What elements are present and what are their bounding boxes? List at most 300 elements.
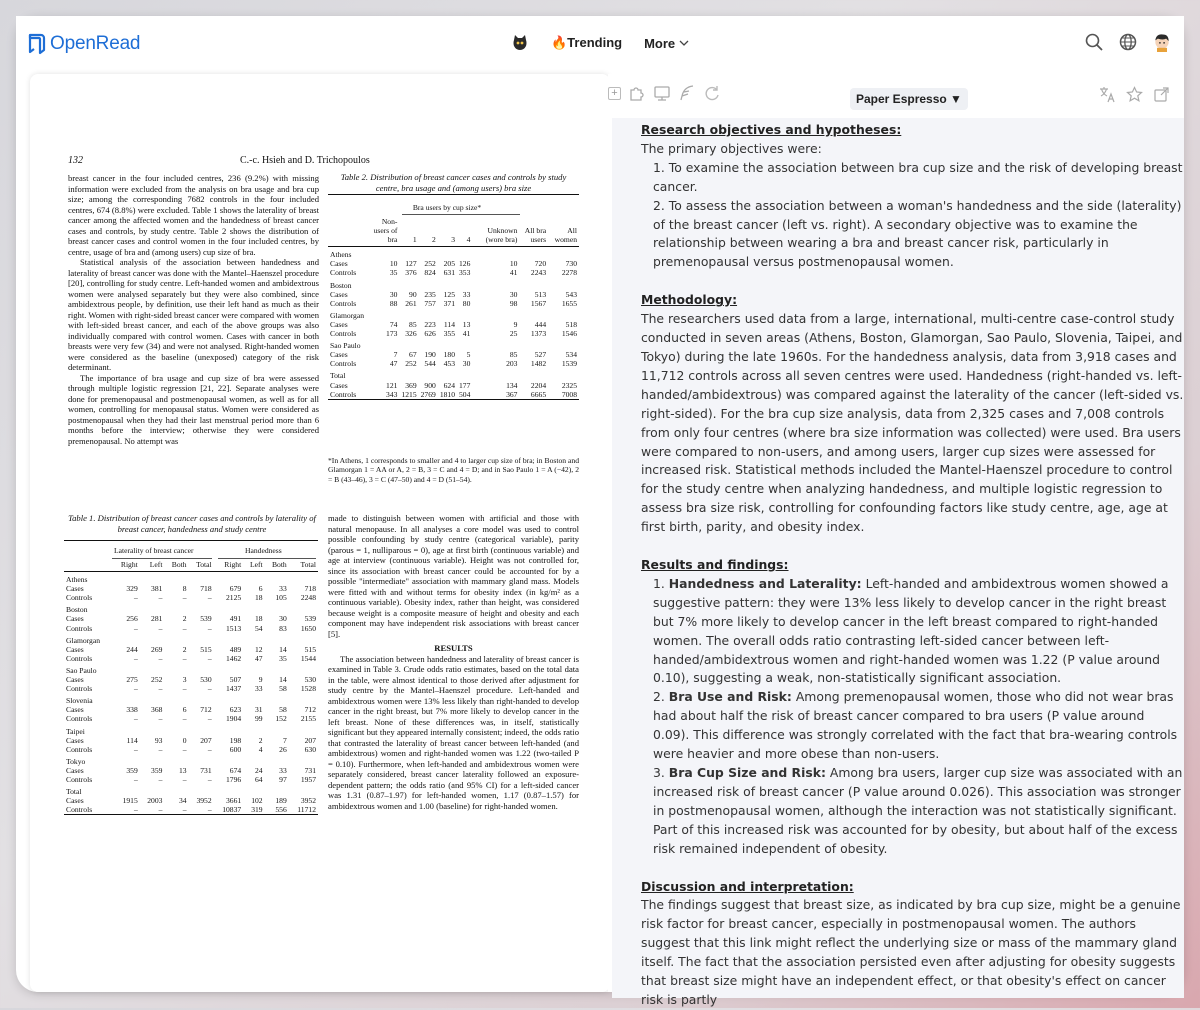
table-row <box>64 645 318 654</box>
table-cell: – <box>158 653 163 663</box>
table-cell: 54 <box>255 623 263 633</box>
table-cell: 30 <box>509 289 518 299</box>
table-cell: 338 <box>126 705 138 715</box>
pdf-page <box>30 74 610 992</box>
row-group-label: Sao Paulo <box>330 341 361 351</box>
row-group-label: Slovenia <box>66 696 93 706</box>
table-cell: 731 <box>304 765 316 775</box>
table-row <box>64 705 318 714</box>
table-row <box>64 675 318 684</box>
row-label: Controls <box>66 744 93 754</box>
table-cell: 33 <box>279 765 287 775</box>
table-cell: – <box>133 744 138 754</box>
puzzle-icon[interactable] <box>628 84 646 102</box>
table-row <box>64 684 318 693</box>
summary-tools-left <box>608 84 721 102</box>
table-header-row <box>64 560 318 572</box>
row-label: Controls <box>330 329 357 339</box>
nav-center <box>511 34 689 52</box>
table-cell: 235 <box>424 289 436 299</box>
table-cell: 223 <box>424 319 436 329</box>
page-number: 132 <box>68 155 83 166</box>
table-cell: 14 <box>279 644 287 654</box>
table-cell: 1546 <box>561 329 577 339</box>
table-cell: 33 <box>462 289 471 299</box>
table-cell: 173 <box>386 329 398 339</box>
table-cell: 9 <box>513 319 518 329</box>
table-cell: 712 <box>304 705 316 715</box>
table-row <box>328 368 579 380</box>
table-cell: 33 <box>279 584 287 594</box>
table-row <box>64 693 318 705</box>
table-rule <box>218 558 316 559</box>
row-label: Cases <box>330 319 348 329</box>
table-cell: – <box>182 653 187 663</box>
column-header: 3 <box>438 217 457 247</box>
table-cell: 252 <box>424 259 436 269</box>
row-group-label: Athens <box>330 250 352 260</box>
table-cell: 1373 <box>530 329 547 339</box>
table-cell: 368 <box>151 705 163 715</box>
table-cell: 2204 <box>530 380 547 390</box>
logo-text: OpenRead <box>50 33 141 54</box>
item-title: Bra Use and Risk: <box>668 689 792 705</box>
table-row <box>64 714 318 723</box>
row-group-label: Tokyo <box>66 756 86 766</box>
table-cell: 105 <box>275 593 287 603</box>
nav-more-label: More <box>644 35 676 51</box>
table-cell: 556 <box>265 805 289 815</box>
row-label: Cases <box>66 675 84 685</box>
translate-icon[interactable] <box>1099 86 1116 103</box>
item-number: 1. <box>653 575 669 591</box>
table-cell: 114 <box>443 319 455 329</box>
methodology-text: The researchers used data from a large, international, multi-centre case-control study conducted in seven areas (Athens, Boston, Glamorgan, Sao Paulo, Slovenia, Taipei, and Tokyo) during the late 1960s. For the handedness analysis, data from 3,918 cases and 11,712 controls across all seven centres were used. Handedness (right-handed vs. left-handed/ambidextrous) was compared against the laterality of the cancer (left-sided vs. right-sided). For the bra cup size analysis, data from 2,325 cases and 7,008 controls from only four centres (where bra size information was collected) were used. Bra users were compared to non-users, and among users, larger cup sizes were assessed for increased risk. Statistical methods included the Mantel-Haenszel procedure to control for the study centre when analyzing handedness, and multiple logistic regression to assess bra size risk, controlling for confounding factors like study centre, age, age at first birth, parity, and obesity index. <box>641 311 1184 535</box>
summary-tools-right <box>1099 86 1170 103</box>
table-cell: 1215 <box>401 389 417 399</box>
column-header: Left <box>243 560 264 572</box>
item-number: 3. <box>653 765 669 780</box>
nav-more[interactable] <box>644 36 689 51</box>
table-cell: 3952 <box>196 796 212 806</box>
table2-group-header: Bra users by cup size* <box>412 203 482 212</box>
table-cell: 10 <box>509 259 518 269</box>
table-cell: 35 <box>279 653 287 663</box>
table-cell: 190 <box>424 350 436 360</box>
table-row <box>328 338 579 350</box>
table-cell: 134 <box>506 380 518 390</box>
row-label: Cases <box>66 705 84 715</box>
running-head: C.-c. Hsieh and D. Trichopoulos <box>240 155 370 166</box>
results-heading: Results and findings: <box>641 557 789 573</box>
table-cell: 731 <box>200 765 212 775</box>
objectives-intro: The primary objectives were: <box>641 140 822 156</box>
globe-icon[interactable] <box>1118 32 1138 52</box>
table-cell: 93 <box>154 735 163 745</box>
openread-logo[interactable] <box>28 32 140 56</box>
table-cell: 275 <box>126 675 138 685</box>
top-nav <box>16 16 1184 74</box>
list-item <box>653 575 1184 688</box>
table-cell: 359 <box>126 765 138 775</box>
row-group-label: Taipei <box>66 726 85 736</box>
table-cell: 1544 <box>300 653 316 663</box>
nav-trending[interactable]: 🔥Trending <box>551 35 623 50</box>
summary-toolbar <box>608 74 1184 112</box>
row-label: Cases <box>66 644 84 654</box>
table-cell: 35 <box>389 268 398 278</box>
table-cell: 85 <box>509 350 518 360</box>
table-cell: 2 <box>258 735 263 745</box>
table-cell: 2243 <box>530 268 547 278</box>
table-row <box>328 359 579 368</box>
table-cell: 1957 <box>300 774 316 784</box>
table-cell: – <box>182 774 187 784</box>
table-row <box>64 654 318 663</box>
column-header: Total <box>189 560 214 572</box>
table-row <box>328 278 579 290</box>
table-cell: 88 <box>389 298 398 308</box>
table-row <box>64 724 318 736</box>
share-icon[interactable] <box>1153 86 1170 103</box>
table-cell: 544 <box>424 359 436 369</box>
table-cell: 152 <box>275 714 287 724</box>
table-cell: 10837 <box>214 805 244 815</box>
row-label: Cases <box>330 350 348 360</box>
table-cell: 33 <box>255 684 263 694</box>
table-cell: – <box>133 714 138 724</box>
table-cell: 58 <box>279 705 287 715</box>
table-cell: – <box>207 714 212 724</box>
table-cell: 359 <box>151 765 163 775</box>
table-cell: 367 <box>472 390 519 400</box>
table-cell: 624 <box>443 380 455 390</box>
table-cell: 6665 <box>519 390 548 400</box>
add-icon[interactable]: + <box>608 87 621 100</box>
table-row <box>64 796 318 805</box>
table-cell: 530 <box>200 675 212 685</box>
table-cell: 1655 <box>561 298 577 308</box>
table-rule <box>328 194 579 195</box>
table-cell: 99 <box>255 714 263 724</box>
table-cell: 343 <box>366 390 399 400</box>
table-cell: 530 <box>304 675 316 685</box>
table-row <box>328 299 579 308</box>
table-cell: 244 <box>126 644 138 654</box>
table-cell: 630 <box>304 744 316 754</box>
table-cell: 2 <box>182 614 187 624</box>
chevron-down-icon <box>679 38 689 48</box>
refresh-icon[interactable] <box>703 84 721 102</box>
row-group-label: Total <box>330 371 346 381</box>
table-cell: 252 <box>151 675 163 685</box>
table1-group-header-handedness: Handedness <box>245 546 282 555</box>
table-cell: 90 <box>409 289 417 299</box>
table-cell: – <box>158 714 163 724</box>
table-cell: 252 <box>405 359 417 369</box>
table-cell: 515 <box>200 644 212 654</box>
table-header-row <box>328 217 579 247</box>
table-cell: 453 <box>443 359 455 369</box>
table-row <box>64 805 318 815</box>
row-group-label: Total <box>66 787 82 797</box>
table-cell: 121 <box>386 380 398 390</box>
table-cell: 203 <box>506 359 518 369</box>
table-row <box>64 663 318 675</box>
table-cell: 5 <box>466 350 471 360</box>
table-cell: – <box>133 774 138 784</box>
row-label: Controls <box>64 805 113 815</box>
table-cell: 824 <box>424 268 436 278</box>
table-row <box>328 308 579 320</box>
row-label: Cases <box>330 259 348 269</box>
table-cell: – <box>158 744 163 754</box>
row-label: Controls <box>66 653 93 663</box>
table-row <box>64 784 318 796</box>
row-label: Controls <box>66 714 93 724</box>
paper-espresso-dropdown[interactable]: Paper Espresso ▼ <box>850 88 968 110</box>
table-cell: – <box>158 593 163 603</box>
table-row <box>328 290 579 299</box>
row-label: Controls <box>330 359 357 369</box>
pdf-viewer[interactable] <box>30 74 610 992</box>
table-cell: 376 <box>405 268 417 278</box>
nav-right <box>1084 32 1172 52</box>
table-cell: 381 <box>151 584 163 594</box>
table-cell: 6 <box>258 584 263 594</box>
table-cell: – <box>207 623 212 633</box>
table-cell: 97 <box>279 774 287 784</box>
table-row <box>328 259 579 268</box>
paragraph: Statistical analysis of the association between handedness and laterality of breast cancer was done with the Mantel–Haenszel procedure [20], controlling for study centre. Left-handed women and ambidextrous women were analysed separately but they were also combined, since ambidextrous people, by definition, use their left hand as much as their right. Women with right-sided breast cancer were compared with women with left-sided breast cancer, and each of the above groups was also individually compared with control women. Cases with cancer in both breasts were very few (34) and were not analysed. Right-handed women were considered as the baseline (unexposed) category of the risk determinant. <box>68 257 319 372</box>
table-cell: 507 <box>229 675 242 685</box>
paragraph: The importance of bra usage and cup size of bra were assessed through multiple logistic regression [21, 22]. Separate analyses were done for premenopausal and postmenopausal women, as well as for all women, controlling for menopausal status. Women were considered as postmenopausal when they had their last menstrual period more than 6 months before the interview; otherwise they were considered premenopausal. No attempt was <box>68 372 319 446</box>
table-cell: – <box>207 653 212 663</box>
column-header: 4 <box>457 217 472 247</box>
table-cell: 1796 <box>226 774 242 784</box>
column-header: All bra users <box>519 217 548 247</box>
table-cell: 30 <box>279 614 287 624</box>
table-cell: – <box>113 805 140 815</box>
table-cell: 2769 <box>420 389 436 399</box>
table-row <box>64 775 318 784</box>
table-row <box>328 247 579 260</box>
table-row <box>64 745 318 754</box>
table-cell: 355 <box>443 329 455 339</box>
table-cell: 730 <box>565 259 577 269</box>
list-item: 1. To examine the association between bra cup size and the risk of developing breast cancer. <box>653 159 1183 194</box>
table-cell: 34 <box>178 796 187 806</box>
row-group-label: Boston <box>66 605 88 615</box>
table-cell: 18 <box>255 593 263 603</box>
table-cell: 9 <box>258 675 263 685</box>
table-cell: 6 <box>182 705 187 715</box>
table-cell: 757 <box>424 298 436 308</box>
item-title: Handedness and Laterality: <box>668 575 862 591</box>
table-cell: 10 <box>389 259 398 269</box>
table-cell: 3952 <box>300 796 316 806</box>
discussion-heading: Discussion and interpretation: <box>641 878 854 894</box>
table-cell: 718 <box>200 584 212 594</box>
column-header <box>64 560 113 572</box>
row-group-label: Glamorgan <box>330 310 365 320</box>
table-cell: 269 <box>151 644 163 654</box>
row-label: Controls <box>328 390 366 400</box>
table-row <box>64 766 318 775</box>
table-cell: 504 <box>459 389 471 399</box>
table-cell: 256 <box>126 614 138 624</box>
table-row <box>328 350 579 359</box>
summary-panel <box>608 74 1184 1007</box>
table-cell: – <box>164 805 188 815</box>
table-cell: – <box>207 593 212 603</box>
table-cell: 30 <box>389 289 398 299</box>
table-cell: 2248 <box>300 593 316 603</box>
item-text: Left-handed and ambidextrous women showed a suggestive pattern: they were 13% less likely to develop cancer in the right breast but 7% more likely to develop cancer in the left breast compared to right-handed women. The overall odds ratio contrasting left-sided cancer between left-handed/ambidextrous women and right-handed women was 1.22 (P value around 0.10), suggesting a weak, non-statistically significant association. <box>653 575 1169 686</box>
feather-icon[interactable] <box>678 84 696 102</box>
objectives-list <box>641 159 1184 272</box>
item-number: 2. <box>653 689 669 705</box>
table-cell: 2003 <box>147 796 163 806</box>
table-cell: 7 <box>282 735 287 745</box>
table-cell: 679 <box>229 584 242 594</box>
table-cell: 1904 <box>226 714 242 724</box>
table-cell: 4 <box>258 744 263 754</box>
search-icon[interactable] <box>1084 32 1104 52</box>
table-cell: 1437 <box>226 684 242 694</box>
slides-icon[interactable] <box>653 84 671 102</box>
table-cell: 207 <box>200 735 212 745</box>
row-group-label: Sao Paulo <box>66 665 97 675</box>
table-cell: 98 <box>509 298 518 308</box>
table-cell: 47 <box>255 653 263 663</box>
table-cell: – <box>182 623 187 633</box>
row-label: Cases <box>66 796 84 806</box>
list-item: 2. To assess the association between a woman's handedness and the side (laterality) of the breast cancer (left vs. right). A secondary objective was to examine the relationship between wearing a bra and breast cancer risk, particularly in premenopausal versus postmenopausal women. <box>653 197 1182 270</box>
column-header: Unknown (wore bra) <box>472 217 519 247</box>
table-cell: 674 <box>229 765 242 775</box>
table-cell: 11712 <box>289 805 318 815</box>
list-item <box>653 764 1184 859</box>
table-cell: 25 <box>509 329 518 339</box>
table-cell: 13 <box>178 765 187 775</box>
table-cell: 189 <box>275 796 287 806</box>
table-cell: – <box>133 623 138 633</box>
table-cell: 1650 <box>300 623 316 633</box>
avatar[interactable] <box>1152 32 1172 52</box>
table-cell: 444 <box>534 319 547 329</box>
row-label: Cases <box>330 380 348 390</box>
table-cell: 527 <box>534 350 547 360</box>
item-title: Bra Cup Size and Risk: <box>668 765 826 780</box>
column-header: All women <box>548 217 579 247</box>
table-row <box>64 593 318 602</box>
table-cell: 534 <box>565 350 577 360</box>
table-cell: 515 <box>304 644 316 654</box>
table-cell: 2 <box>182 644 187 654</box>
table-cell: 369 <box>405 380 417 390</box>
table-cell: 1539 <box>561 359 577 369</box>
table-row <box>64 736 318 745</box>
table-cell: – <box>189 805 214 815</box>
row-label: Cases <box>66 614 84 624</box>
table1-group-header-laterality: Laterality of breast cancer <box>114 546 194 555</box>
table-cell: 900 <box>424 380 436 390</box>
app-window <box>16 16 1184 1007</box>
row-label: Controls <box>66 623 93 633</box>
table-cell: – <box>182 714 187 724</box>
table-cell: 712 <box>200 705 212 715</box>
table-cell: 3661 <box>226 796 242 806</box>
table-cell: 1915 <box>122 796 138 806</box>
table-cell: 353 <box>459 268 471 278</box>
row-group-label: Athens <box>66 575 88 585</box>
table-rule <box>112 558 212 559</box>
body-text-col2 <box>328 513 579 811</box>
table-cell: 0 <box>182 735 187 745</box>
table-cell: 12 <box>255 644 263 654</box>
table-cell: 543 <box>565 289 577 299</box>
table-cell: 371 <box>443 298 455 308</box>
table-row <box>328 390 579 400</box>
table-cell: – <box>140 805 165 815</box>
row-label: Controls <box>330 268 357 278</box>
table-cell: 1482 <box>530 359 547 369</box>
item-text: Among premenopausal women, those who did not wear bras had about half the risk of breast cancer compared to bra users (P value around 0.09). This difference was strongly correlated with the fact that bra-wearing controls were heavier and more obese than non-users. <box>653 689 1178 762</box>
table-cell: 198 <box>229 735 242 745</box>
table-cell: 30 <box>462 359 471 369</box>
cat-mascot-icon[interactable] <box>511 34 529 52</box>
paragraph: breast cancer in the four included centres, 236 (9.2%) with missing information were excluded from the analysis on bra usage and bra cup size; among the corresponding 7682 controls in the four included centres, 674 (8.8%) were excluded. Table 1 shows the laterality of breast cancer among the affected women and the handedness of breast cancer cases and controls, by study centre. Table 2 shows the distribution of breast cancer cases and control women in the four included centres, by centre, usage of bra and (among users) cup size of bra. <box>68 173 319 257</box>
table-cell: 74 <box>389 319 398 329</box>
column-header <box>328 217 366 247</box>
table-row <box>328 268 579 277</box>
methodology-heading: Methodology: <box>641 292 738 308</box>
table-cell: – <box>158 623 163 633</box>
table-cell: – <box>133 593 138 603</box>
table-cell: 326 <box>405 329 417 339</box>
star-icon[interactable] <box>1126 86 1143 103</box>
table-cell: 127 <box>405 259 417 269</box>
table-row <box>64 614 318 623</box>
table-cell: 1528 <box>300 684 316 694</box>
table-cell: 261 <box>405 298 417 308</box>
table-cell: – <box>158 684 163 694</box>
results-list <box>641 575 1184 859</box>
row-label: Controls <box>66 684 93 694</box>
table-row <box>64 602 318 614</box>
row-group-label: Glamorgan <box>66 635 101 645</box>
table-cell: 85 <box>409 319 417 329</box>
table-cell: 41 <box>509 268 518 278</box>
table-cell: 207 <box>304 735 316 745</box>
table-cell: 718 <box>304 584 316 594</box>
column-header: 2 <box>419 217 438 247</box>
column-header: Left <box>140 560 165 572</box>
column-header: Both <box>265 560 289 572</box>
table-cell: 26 <box>279 744 287 754</box>
table-cell: 623 <box>229 705 242 715</box>
column-header: Both <box>164 560 188 572</box>
table-row <box>64 633 318 645</box>
table-cell: 1567 <box>530 298 547 308</box>
table-cell: – <box>207 684 212 694</box>
row-label: Cases <box>66 735 84 745</box>
table-row <box>64 572 318 585</box>
row-label: Cases <box>330 289 348 299</box>
table1 <box>64 560 318 815</box>
table-cell: 31 <box>255 705 263 715</box>
